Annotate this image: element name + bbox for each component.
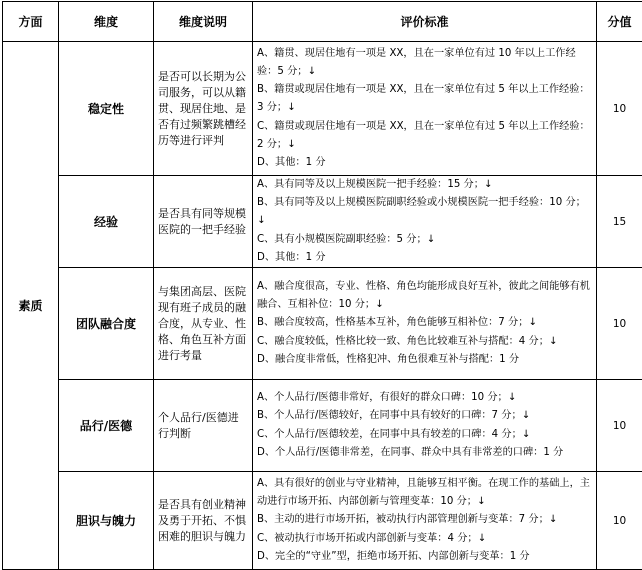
table-header-row	[3, 2, 642, 42]
criteria-item: A、融合度很高，专业、性格、角色均能形成良好互补，彼此之间能够有机融合、互相补位：10 分；↓	[257, 281, 590, 311]
criteria-cell	[253, 268, 597, 380]
dimension-cell: 经验	[59, 176, 154, 268]
category-cell: 素质	[3, 42, 59, 570]
criteria-cell	[253, 380, 597, 472]
table-row	[3, 42, 642, 176]
description-cell: 个人品行/医德进行判断	[154, 380, 253, 472]
dimension-cell: 胆识与魄力	[59, 472, 154, 570]
criteria-item: B、具有同等及以上规模医院副职经验或小规模医院一把手经验：10 分；↓	[257, 197, 586, 227]
criteria-cell	[253, 176, 597, 268]
criteria-item: A、籍贯、现居住地有一项是 XX，且在一家单位有过 10 年以上工作经验：5 分；↓	[257, 47, 576, 77]
criteria-item: D、个人品行/医德非常差，在同事、群众中具有非常差的口碑：1 分	[257, 446, 564, 458]
criteria-item: D、其他：1 分	[257, 251, 326, 263]
description-cell: 是否可以长期为公司服务，可以从籍贯、现居住地、是否有过频繁跳槽经历等进行评判	[154, 42, 253, 176]
description-cell: 是否具有创业精神及勇于开拓、不惧困难的胆识与魄力	[154, 472, 253, 570]
criteria-item: A、个人品行/医德非常好，有很好的群众口碑：10 分；↓	[257, 392, 517, 404]
header-criteria: 评价标准	[253, 2, 597, 42]
table-row	[3, 176, 642, 268]
criteria-item: D、其他：1 分	[257, 157, 326, 168]
description-cell: 是否具有同等规模医院的一把手经验	[154, 176, 253, 268]
description-cell: 与集团高层、医院现有班子成员的融合度，从专业、性格、角色互补方面进行考量	[154, 268, 253, 380]
score-cell: 10	[597, 268, 642, 380]
table-row	[3, 268, 642, 380]
dimension-cell: 团队融合度	[59, 268, 154, 380]
table-row	[3, 380, 642, 472]
table-row	[3, 472, 642, 570]
score-cell: 10	[597, 42, 642, 176]
criteria-cell	[253, 42, 597, 176]
criteria-item: B、融合度较高，性格基本互补，角色能够互相补位：7 分；↓	[257, 317, 537, 329]
criteria-item: B、籍贯或现居住地有一项是 XX，且在一家单位有过 5 年以上工作经验：3 分；↓	[257, 84, 590, 114]
criteria-item: C、个人品行/医德较差，在同事中具有较差的口碑：4 分；↓	[257, 428, 531, 440]
header-aspect: 方面	[3, 2, 59, 42]
dimension-cell: 品行/医德	[59, 380, 154, 472]
header-description: 维度说明	[154, 2, 253, 42]
header-dimension: 维度	[59, 2, 154, 42]
criteria-item: A、具有同等及以上规模医院一把手经验：15 分；↓	[257, 179, 493, 190]
criteria-item: D、完全的“守业”型，拒绝市场开拓、内部创新与变革：1 分	[257, 550, 530, 562]
score-cell: 15	[597, 176, 642, 268]
criteria-item: B、个人品行/医德较好，在同事中具有较好的口碑：7 分；↓	[257, 410, 531, 422]
criteria-item: B、主动的进行市场开拓，被动执行内部管理创新与变革：7 分；↓	[257, 514, 558, 526]
criteria-item: C、被动执行市场开拓或内部创新与变革：4 分；↓	[257, 532, 487, 544]
score-cell: 10	[597, 380, 642, 472]
criteria-item: C、融合度较低，性格比较一致、角色比较难互补与搭配：4 分；↓	[257, 335, 558, 347]
score-cell: 10	[597, 472, 642, 570]
criteria-item: C、具有小规模医院副职经验：5 分；↓	[257, 233, 436, 245]
dimension-cell: 稳定性	[59, 42, 154, 176]
criteria-item: C、籍贯或现居住地有一项是 XX，且在一家单位有过 5 年以上工作经验：2 分；↓	[257, 120, 590, 150]
criteria-item: D、融合度非常低，性格犯冲、角色很难互补与搭配：1 分	[257, 353, 520, 365]
evaluation-table	[2, 1, 642, 570]
criteria-item: A、具有很好的创业与守业精神，且能够互相平衡。在现工作的基础上，主动进行市场开拓、内部创新与管理变革：10 分；↓	[257, 478, 590, 508]
header-score: 分值	[597, 2, 642, 42]
criteria-cell	[253, 472, 597, 570]
